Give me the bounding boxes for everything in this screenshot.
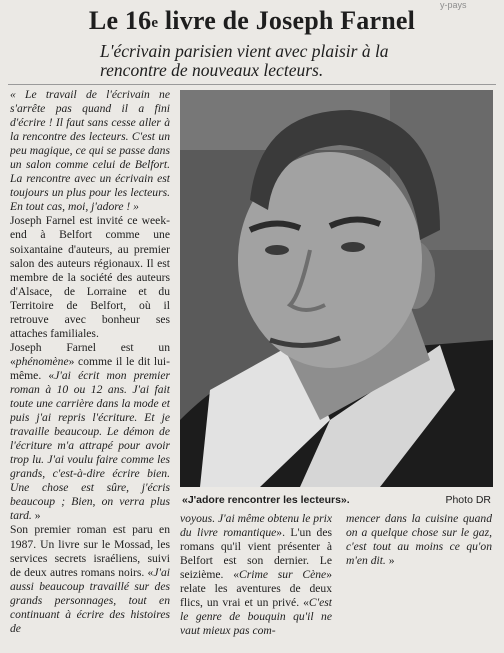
text-run: » relate les aventures de deux flics, un vrai et un privé. « [180, 568, 332, 610]
headline-prefix: Le 16 [88, 6, 152, 35]
text-run: » comme il le dit lui-même. « [10, 354, 170, 382]
text-run: ». L'un des romans qu'il vient présenter à Belfort est son dernier. Le seizième. « [180, 526, 332, 582]
text-run: voyous. J'ai même obtenu le prix du livre romantique [180, 512, 332, 540]
caption-text: «J'adore rencontrer les lecteurs». [182, 494, 350, 506]
text-run: Son premier roman est paru en 1987. Un livre sur le Mossad, les services secrets israéliens, suivi de deux autres romans noirs. « [10, 523, 170, 579]
paragraph [10, 341, 170, 524]
paragraph [180, 512, 332, 638]
text-run: phénomène [15, 354, 69, 368]
author-portrait-image [180, 90, 493, 487]
paragraph [346, 512, 492, 568]
photo-credit: Photo DR [445, 494, 491, 506]
header-rule [8, 84, 496, 85]
text-run: Crime sur Cène [239, 568, 327, 582]
paragraph: « Le travail de l'écrivain ne s'arrête pas quand il a fini d'écrire ! Il faut sans cesse aller à la rencontre des lecteurs. C'est un peu magique, ce qui se passe dans un salon comme celui de Belfort. La rencontre avec un écrivain est toujours un plus pour les lecteurs. En tout cas, moi, j'adore ! » [10, 88, 170, 214]
body-column-middle [180, 512, 332, 653]
photo-caption [180, 493, 493, 507]
text-run: » [31, 509, 41, 523]
author-photo [180, 90, 493, 487]
headline-suffix: livre de Joseph Farnel [158, 6, 416, 35]
text-run: » [385, 554, 395, 568]
text-run: Joseph Farnel est un « [10, 340, 170, 368]
page-corner-fragment: y-pays [440, 0, 467, 10]
article-headline [0, 6, 504, 36]
text-run: C'est le genre de bouquin qu'il ne vaut mieux pas com- [180, 596, 332, 638]
paragraph: Joseph Farnel est invité ce week-end à Belfort comme une soixantaine d'auteurs, au premier salon des auteurs régionaux. Il est membre de la société des auteurs d'Alsace, de Lorraine et du Territoire de Belfort, où il retrouve avec bonheur ses attaches familiales. [10, 214, 170, 340]
text-run: J'ai aussi beaucoup travaillé sur des grands personnages, tout en continuant à écrire des histoires de [10, 565, 170, 635]
paragraph [10, 523, 170, 635]
headline-superscript: e [151, 15, 159, 31]
text-run: J'ai écrit mon premier roman à 10 ou 12 ans. J'ai fait toute une carrière dans la mode et puis j'ai repris l'écriture. Et je travaille beaucoup. Le démon de l'écriture m'a attrapé pour avoir trop lu. J'ai voulu faire comme les grands, c'est-à-dire écrire bien. Une chose est sûre, j'écris beaucoup ; Bien, on verra plus tard. [10, 368, 170, 523]
body-column-left [10, 88, 170, 653]
article-subtitle: L'écrivain parisien vient avec plaisir à la rencontre de nouveaux lecteurs. [100, 41, 389, 80]
text-run: mencer dans la cuisine quand on a quelque chose sur le gaz, c'est tout au moins ce qu'on m'en dit. [346, 512, 492, 568]
body-column-right [346, 512, 492, 653]
